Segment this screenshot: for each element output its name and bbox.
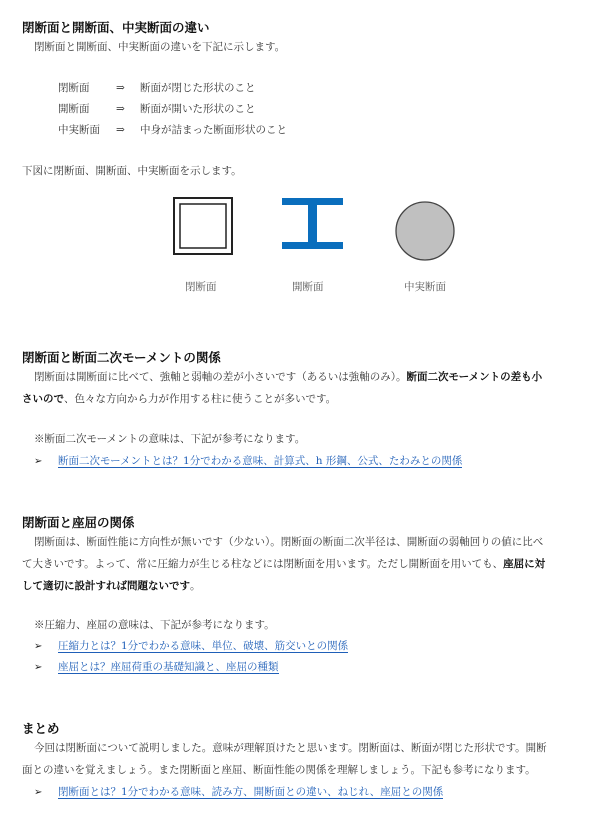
closed-section-shape <box>174 198 232 254</box>
paragraph <box>22 737 600 781</box>
reference-note: ※断面二次モーメントの意味は、下記が参考になります。 <box>34 433 306 445</box>
definition-desc: 断面が閉じた形状のこと <box>140 82 256 94</box>
paragraph-text: 閉断面は開断面に比べて、強軸と弱軸の差が小さいです（あるいは強軸のみ）。 <box>34 371 407 383</box>
reference-link-item <box>34 452 462 471</box>
section-heading-differences: 閉断面と開断面、中実断面の違い <box>22 20 210 35</box>
section-heading-buckling: 閉断面と座屈の関係 <box>22 515 135 530</box>
bullet-arrow-icon: ➢ <box>34 662 43 673</box>
paragraph-bold: して適切に設計すれば問題ないです <box>22 580 190 592</box>
closed-section-link[interactable]: 閉断面とは？1分でわかる意味、読み方、開断面との違い、ねじれ、座屈との関係 <box>58 786 444 798</box>
paragraph-text: 、色々な方向から力が作用する柱に使うことが多いです。 <box>64 393 337 405</box>
caption-open-section: 開断面 <box>292 281 324 293</box>
compressive-force-link[interactable]: 圧縮力とは？1分でわかる意味、単位、破壊、筋交いとの関係 <box>58 640 349 652</box>
open-section-ibeam-shape <box>282 198 343 249</box>
definition-row <box>58 99 256 119</box>
caption-closed-section: 閉断面 <box>185 281 217 293</box>
paragraph-bold: 座屈に対 <box>503 558 546 570</box>
paragraph-text: 今回は閉断面について説明しました。意味が理解頂けたと思います。閉断面は、断面が閉じた形状です。開断 <box>34 742 547 754</box>
definition-row <box>58 120 287 140</box>
arrow-icon: ⇒ <box>116 103 125 115</box>
paragraph-text: 面との違いを覚えましょう。また閉断面と座屈、断面性能の関係を理解しましょう。下記も参考になります。 <box>22 764 536 776</box>
bullet-arrow-icon: ➢ <box>34 641 43 652</box>
arrow-icon: ⇒ <box>116 82 125 94</box>
paragraph-text: 閉断面は、断面性能に方向性が無いです（少ない）。閉断面の断面二次半径は、開断面の弱軸回りの値に比べ <box>34 536 544 548</box>
reference-note: ※圧縮力、座屈の意味は、下記が参考になります。 <box>34 619 275 631</box>
paragraph-text: 。 <box>190 580 201 592</box>
definition-term: 中実断面 <box>58 124 100 136</box>
figure-intro: 下図に閉断面、開断面、中実断面を示します。 <box>22 165 242 177</box>
definition-row <box>58 78 256 98</box>
paragraph-text: て大きいです。よって、常に圧縮力が生じる柱などには閉断面を用います。ただし開断面を用いても、 <box>22 558 504 570</box>
reference-link-item <box>34 658 279 677</box>
paragraph-bold: 断面二次モーメントの差も小 <box>406 371 543 383</box>
section-heading-summary: まとめ <box>22 721 60 736</box>
section-shapes-figure <box>0 190 607 270</box>
bullet-arrow-icon: ➢ <box>34 456 43 467</box>
moment-of-inertia-link[interactable]: 断面二次モーメントとは？1分でわかる意味、計算式、h 形鋼、公式、たわみとの関係 <box>58 455 463 467</box>
definition-term: 開断面 <box>58 103 90 115</box>
paragraph-bold: さいので <box>22 393 64 405</box>
definition-term: 閉断面 <box>58 82 90 94</box>
buckling-link[interactable]: 座屈とは？座屈荷重の基礎知識と、座屈の種類 <box>58 661 279 673</box>
definition-desc: 中身が詰まった断面形状のこと <box>140 124 287 136</box>
section-intro: 閉断面と開断面、中実断面の違いを下記に示します。 <box>34 41 286 53</box>
solid-section-circle-shape <box>396 202 454 260</box>
bullet-arrow-icon: ➢ <box>34 787 43 798</box>
paragraph <box>22 531 600 597</box>
section-heading-moment: 閉断面と断面二次モーメントの関係 <box>22 350 221 365</box>
reference-link-item <box>34 637 348 656</box>
reference-link-item <box>34 783 443 802</box>
definition-desc: 断面が開いた形状のこと <box>140 103 256 115</box>
arrow-icon: ⇒ <box>116 124 125 136</box>
paragraph <box>22 366 600 410</box>
caption-solid-section: 中実断面 <box>404 281 446 293</box>
